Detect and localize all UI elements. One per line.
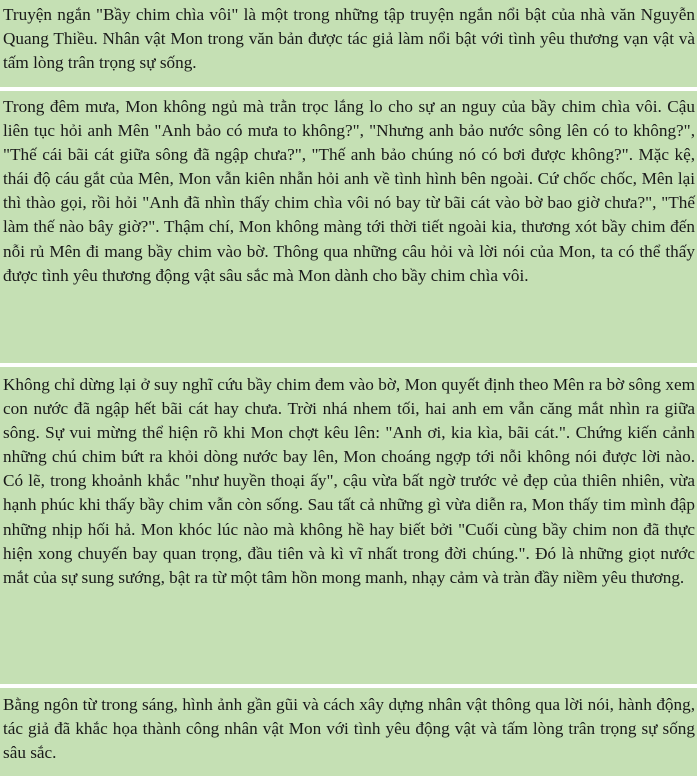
paragraph-riverbank: Không chỉ dừng lại ở suy nghĩ cứu bầy chim đem vào bờ, Mon quyết định theo Mên ra bờ sông xem con nước đã ngập hết bãi cát hay chưa. Trời nhá nhem tối, hai anh em vẫn căng mắt nhìn ra giữa sông. Sự vui mừng thể hiện rõ khi Mon chợt kêu lên: "Anh ơi, kia kìa, bãi cát.". Chứng kiến cảnh những chú chim bứt ra khỏi dòng nước bay lên, Mon choáng ngợp tới nỗi không nói được lời nào. Có lẽ, trong khoảnh khắc "như huyền thoại ấy", cậu vừa bất ngờ trước vẻ đẹp của thiên nhiên, vừa hạnh phúc khi thấy bầy chim vẫn còn sống. Sau tất cả những gì vừa diễn ra, Mon thấy tim mình đập những nhịp hối hả. Mon khóc lúc nào mà không hề hay biết bởi "Cuối cùng bầy chim non đã thực hiện xong chuyến bay quan trọng, đầu tiên và kì vĩ nhất trong đời chúng.". Đó là những giọt nước mắt của sự sung sướng, bật ra từ một tâm hồn mong manh, nhạy cảm và tràn đầy niềm yêu thương. (0, 367, 697, 684)
paragraph-conclusion: Bằng ngôn từ trong sáng, hình ảnh gần gũi và cách xây dựng nhân vật thông qua lời nói, hành động, tác giả đã khắc họa thành công nhân vật Mon với tình yêu động vật và tấm lòng trân trọng sự sống sâu sắc. (0, 688, 697, 776)
paragraph-intro: Truyện ngắn "Bầy chim chìa vôi" là một trong những tập truyện ngắn nổi bật của nhà văn Nguyễn Quang Thiều. Nhân vật Mon trong văn bản được tác giả làm nổi bật với tình yêu thương vạn vật và tấm lòng trân trọng sự sống. (0, 0, 697, 87)
paragraph-rainy-night: Trong đêm mưa, Mon không ngủ mà trằn trọc lắng lo cho sự an nguy của bầy chim chìa vôi. Cậu liên tục hỏi anh Mên "Anh bảo có mưa to không?", "Nhưng anh bảo nước sông lên có to không?", "Thế cái bãi cát giữa sông đã ngập chưa?", "Thế anh bảo chúng nó có bơi được không?". Mặc kệ, thái độ cáu gắt của Mên, Mon vẫn kiên nhẫn hỏi anh về tình hình bên ngoài. Cứ chốc chốc, Mên lại thì thào gọi, rồi hỏi "Anh đã nhìn thấy chim chìa vôi nó bay từ bãi cát vào bờ bao giờ chưa?", "Thế làm thế nào bây giờ?". Thậm chí, Mon không màng tới thời tiết ngoài kia, thương xót bầy chim đến nỗi rủ Mên đi mang bầy chim vào bờ. Thông qua những câu hỏi và lời nói của Mon, ta có thể thấy được tình yêu thương động vật sâu sắc mà Mon dành cho bầy chim chìa vôi. (0, 91, 697, 363)
